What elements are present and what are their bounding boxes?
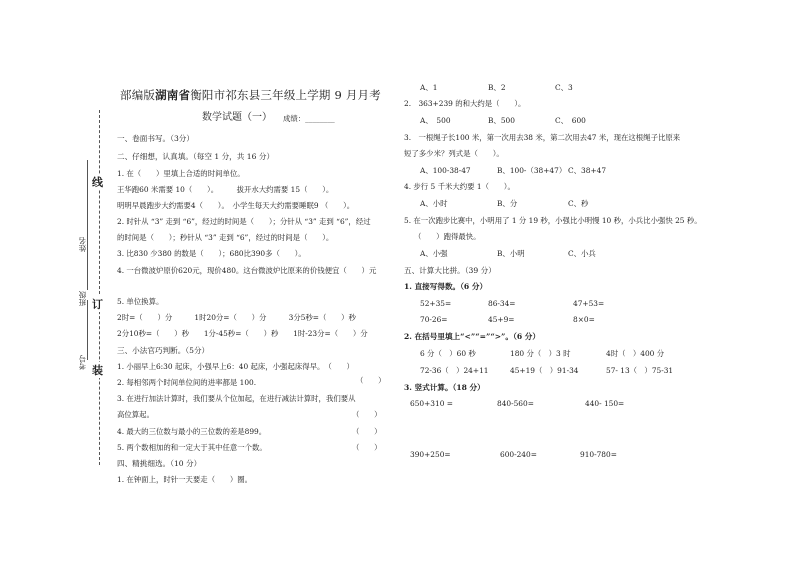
q2-1-line2: 明明早晨跑步大约需要4（ ）。 小学生每天大约需要睡眠9 （ ）。 xyxy=(117,201,355,210)
judge-3-line1: 3. 在进行加法计算时，我们要从个位加起，在进行减法计算时，我们要从 xyxy=(117,394,356,403)
sec3-heading: 三、小法官巧判断。（5分） xyxy=(117,346,210,355)
calc1-r2-c: 8×0= xyxy=(573,315,595,324)
choice-3-opt-b[interactable]: B、100-（38+47） xyxy=(497,166,567,175)
calc2-r1-b: 180 分（ ）3 时 xyxy=(510,349,571,358)
calc3-r2-a: 390+250= xyxy=(410,450,451,459)
judge-4: 4. 最大的三位数与最小的三位数的差是899。 xyxy=(117,427,267,436)
calc1-r1-c: 47+53= xyxy=(573,299,605,308)
judge-1: 1. 小丽早上6:30 起床，小强早上6：40 起床，小强起床得早。 （ ） xyxy=(117,362,354,371)
calc3-r1-b: 840-560= xyxy=(497,399,534,408)
judge-3-line2: 高位算起。 xyxy=(117,410,154,419)
score-field[interactable]: 成绩：________ xyxy=(283,114,335,123)
choice-3-opt-a[interactable]: A、100-38-47 xyxy=(420,166,471,175)
exam-no-label: 考号 xyxy=(78,355,87,370)
calc1-r2-a: 70-26= xyxy=(420,315,448,324)
calc1-r2-b: 45+9= xyxy=(488,315,515,324)
calc3-title: 3. 竖式计算。（18 分） xyxy=(404,383,485,392)
choice-2: 2. 363+239 的和大约是（ ）。 xyxy=(404,99,526,108)
sec5-heading: 五、计算大比拼。（39 分） xyxy=(404,266,496,275)
calc1-r1-a: 52+35= xyxy=(420,299,452,308)
name-label: 姓名 xyxy=(78,237,87,252)
calc2-title: 2. 在括号里填上“<”“=”“>”。（6 分） xyxy=(404,332,540,341)
calc1-title: 1. 直接写得数。（6 分） xyxy=(404,282,488,291)
page-subtitle: 数学试题（一） xyxy=(202,112,272,123)
judge-2-mark[interactable]: （ ） xyxy=(356,376,386,385)
choice-2-opt-a[interactable]: A、 500 xyxy=(420,116,451,125)
choice-4: 4. 步行 5 千米大约要 1（ ）。 xyxy=(404,182,515,191)
calc1-r1-b: 86-34= xyxy=(488,299,516,308)
q2-5: 5. 单位换算。 xyxy=(117,297,164,306)
q2-2-line2: 的时间是（ ）；秒针从 “3” 走到 “6”，经过的时间是（ ）。 xyxy=(117,233,334,242)
judge-5-mark[interactable]: （ ） xyxy=(352,443,382,452)
binding-dashed-line xyxy=(99,110,100,465)
judge-5: 5. 两个数相加的和一定大于其中任意一个数。 xyxy=(117,443,267,452)
q2-5-row2: 2分10秒=（ ）秒 1分-45秒=（ ）秒 1时-23分=（ ）分 xyxy=(117,329,368,338)
exam-no-underline xyxy=(87,300,88,360)
choice-2-opt-c[interactable]: C、 600 xyxy=(555,116,586,125)
class-label: 班级 xyxy=(78,291,87,306)
calc2-r2-b: 45+19（ ）91-34 xyxy=(510,366,579,375)
margin-ding: 订 xyxy=(92,298,103,311)
name-underline xyxy=(87,160,88,230)
calc2-r2-a: 72-36（ ）24+11 xyxy=(420,366,489,375)
choice-1: 1. 在钟面上，时针一天要走（ ）圈。 xyxy=(117,475,253,484)
choice-4-opt-b[interactable]: B、分 xyxy=(497,199,518,208)
margin-zhuang: 装 xyxy=(92,364,103,377)
class-underline xyxy=(87,220,88,290)
choice-5-opt-b[interactable]: B、小明 xyxy=(497,249,525,258)
choice-3-line1: 3. 一根绳子长100 米，第一次用去38 米，第二次用去47 米，现在这根绳子比原来 xyxy=(404,133,681,142)
choice-2-opt-b[interactable]: B、500 xyxy=(488,116,515,125)
calc2-r1-c: 4时（ ）400 分 xyxy=(606,349,665,358)
calc3-r2-c: 910-780= xyxy=(580,450,617,459)
q2-3: 3. 比830 少380 的数是（ ）；680比390多（ ）。 xyxy=(117,249,306,258)
choice-1-opt-b[interactable]: B、2 xyxy=(488,83,506,92)
choice-1-opt-a[interactable]: A、1 xyxy=(420,83,438,92)
q2-1-line1: 王华跑60 米需要 10（ ）。 拔开水大约需要 15（ ）。 xyxy=(117,185,334,194)
choice-3-line2: 短了多少米？列式是（ ）。 xyxy=(404,149,504,158)
calc3-r1-c: 440- 150= xyxy=(585,399,625,408)
sec2-heading: 二、仔细想，认真填。（每空 1 分，共 16 分） xyxy=(117,152,275,161)
sec4-heading: 四、精挑细选。（10 分） xyxy=(117,459,202,468)
choice-5-line2: （ ）跑得最快。 xyxy=(414,232,481,241)
choice-5-opt-a[interactable]: A、小强 xyxy=(420,249,448,258)
margin-xian: 线 xyxy=(92,176,103,189)
calc2-r1-a: 6 分（ ）60 秒 xyxy=(420,349,476,358)
choice-4-opt-a[interactable]: A、小时 xyxy=(420,199,448,208)
choice-4-opt-c[interactable]: C、秒 xyxy=(568,199,589,208)
choice-3-opt-c[interactable]: C、38+47 xyxy=(568,166,607,175)
judge-2: 2. 每相邻两个时间单位间的进率都是 100. xyxy=(117,378,257,387)
page-title: 部编版湖南省衡阳市祁东县三年级上学期 9 月月考 xyxy=(120,88,381,102)
sec1-heading: 一、卷面书写。（3分） xyxy=(117,134,194,143)
q2-4: 4. 一台微波炉原价620元，现价480。这台微波炉比原来的价钱便宜（ ）元 xyxy=(117,266,377,275)
q2-2-line1: 2. 时针从 “3” 走到 “6”，经过的时间是（ ）；分针从 “3” 走到 “6”，经过 xyxy=(117,217,371,226)
q2-1: 1. 在（ ）里填上合适的时间单位。 xyxy=(117,169,245,178)
calc3-r1-a: 650+310 = xyxy=(410,399,453,408)
q2-5-row1: 2时=（ ）分 1时20分=（ ）分 3分5秒=（ ）秒 xyxy=(117,313,356,322)
judge-4-mark[interactable]: （ ） xyxy=(352,427,382,436)
choice-1-opt-c[interactable]: C、3 xyxy=(555,83,573,92)
choice-5-line1: 5. 在一次跑步比赛中，小明用了 1 分 19 秒，小强比小明慢 10 秒，小兵比小强快 25 秒。 xyxy=(404,216,702,225)
calc3-r2-b: 600-240= xyxy=(500,450,537,459)
calc2-r2-c: 57- 13（ ）75-31 xyxy=(606,366,674,375)
judge-3-mark[interactable]: （ ） xyxy=(352,410,382,419)
choice-5-opt-c[interactable]: C、小兵 xyxy=(568,249,596,258)
